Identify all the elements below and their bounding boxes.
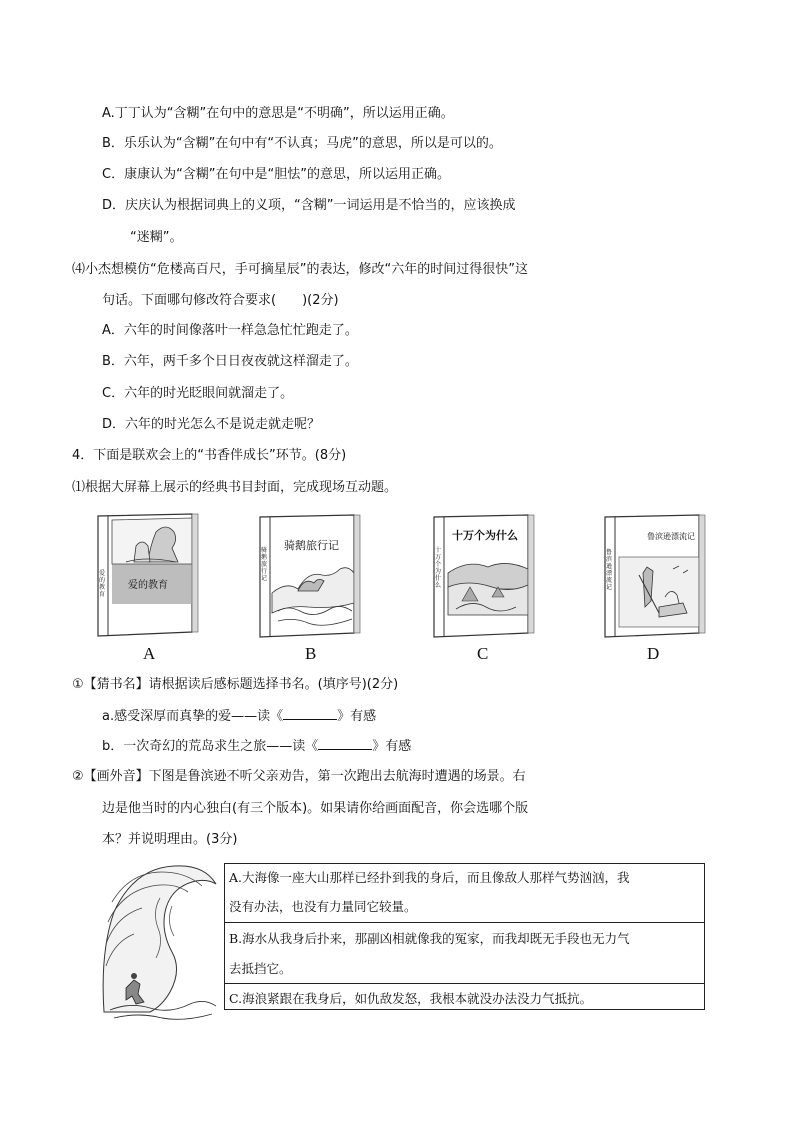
book-d-title: 鲁滨逊漂流记	[647, 532, 695, 541]
book-label-b: B	[305, 644, 317, 663]
book-cover-b	[258, 513, 362, 643]
monologue-option-a-line1: A.大海像一座大山那样已经扑到我的身后，而且像敌人那样气势汹汹，我	[229, 870, 630, 885]
book-cover-c	[432, 513, 536, 643]
guess-stem: ①【猜书名】请根据读后感标题选择书名。(填序号)(2分)	[72, 677, 399, 692]
book-b-spine: 骑鹅旅行记	[261, 547, 268, 582]
option-divider-1	[225, 922, 704, 923]
q4-stem: 4．下面是联欢会上的“书香伴成长”环节。(8分)	[72, 448, 347, 463]
guess-a-suffix: 》有感	[337, 709, 377, 724]
book-c-title: 十万个为什么	[452, 529, 518, 542]
voice-line3: 本？并说明理由。(3分)	[102, 832, 238, 847]
q3-4-option-b: B．六年，两千多个日日夜夜就这样溜走了。	[102, 354, 358, 369]
q3-4-option-d: D．六年的时光怎么不是说走就走呢？	[102, 417, 321, 432]
book-d-spine: 鲁滨逊漂流记	[606, 549, 613, 591]
q3-option-b: B．乐乐认为“含糊”在句中有“不认真；马虎”的意思，所以是可以的。	[102, 136, 502, 151]
q3-option-d-cont: “迷糊”。	[130, 230, 183, 245]
book-label-c: C	[477, 644, 489, 663]
monologue-option-a-line2: 没有办法，也没有力量同它较量。	[229, 899, 417, 914]
book-b-title: 骑鹅旅行记	[284, 539, 339, 552]
q3-option-a: A.丁丁认为“含糊”在句中的意思是“不明确”，所以运用正确。	[102, 106, 454, 121]
q3-4-stem-line1: ⑷小杰想模仿“危楼高百尺，手可摘星辰”的表达，修改“六年的时间过得很快”这	[72, 262, 528, 277]
q3-4-option-c: C．六年的时光眨眼间就溜走了。	[102, 386, 294, 401]
book-cover-d	[603, 513, 707, 643]
guess-item-b	[102, 737, 411, 756]
book-label-a: A	[143, 644, 156, 663]
monologue-option-c: C.海浪紧跟在我身后，如仇敌发怒，我根本就没办法没力气抵抗。	[229, 991, 593, 1006]
guess-b-suffix: 》有感	[372, 739, 412, 754]
q3-4-option-a: A．六年的时间像落叶一样急急忙忙跑走了。	[102, 323, 358, 338]
book-label-d: D	[647, 644, 660, 663]
book-c-spine: 十万个为什么	[435, 547, 442, 589]
guess-a-blank[interactable]	[283, 707, 337, 720]
voice-line1: ②【画外音】下图是鲁滨逊不听父亲劝告，第一次跑出去航海时遭遇的场景。右	[72, 769, 526, 784]
guess-b-prefix: b．一次奇幻的荒岛求生之旅——读《	[102, 739, 319, 754]
q3-4-stem-line2: 句话。下面哪句修改符合要求( )(2分)	[102, 293, 339, 308]
q3-option-c: C．康康认为“含糊”在句中是“胆怯”的意思，所以运用正确。	[102, 167, 451, 182]
guess-b-blank[interactable]	[318, 737, 372, 750]
book-a-spine: 爱的教育	[99, 570, 106, 598]
wave-illustration	[100, 862, 220, 1026]
guess-a-prefix: a.感受深厚而真挚的爱——读《	[102, 709, 284, 724]
q3-option-d: D．庆庆认为根据词典上的义项，“含糊”一词运用是不恰当的，应该换成	[102, 198, 516, 213]
book-cover-a	[96, 512, 200, 642]
voice-line2: 边是他当时的内心独白(有三个版本)。如果请你给画面配音，你会选哪个版	[102, 801, 529, 816]
option-divider-2	[225, 983, 704, 984]
q4-sub1: ⑴根据大屏幕上展示的经典书目封面，完成现场互动题。	[72, 480, 398, 495]
monologue-options-box	[224, 863, 705, 1010]
monologue-option-b-line2: 去抵挡它。	[229, 961, 292, 976]
guess-item-a	[102, 707, 376, 726]
monologue-option-b-line1: B.海水从我身后扑来，那副凶相就像我的冤家，而我却既无手段也无力气	[229, 931, 630, 946]
book-a-title: 爱的教育	[128, 580, 168, 591]
